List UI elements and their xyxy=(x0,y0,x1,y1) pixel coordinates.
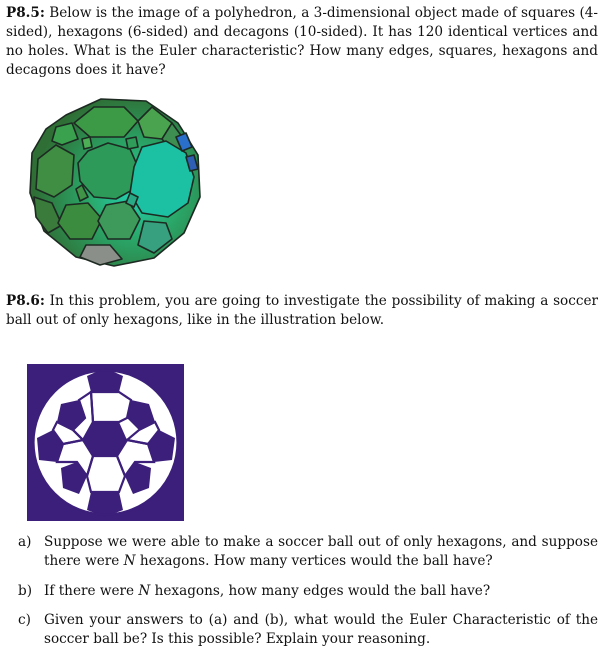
problem-p8-5 xyxy=(6,4,598,80)
problem-p8-5-text: Below is the image of a polyhedron, a 3-dimensional object made of squares (4-sided), hexagons (6-sided) and decagons (10-sided). It has 120 identical vertices and no holes. What is the Euler characteristic? How many edges, squares, hexagons and decagons does it have? xyxy=(6,5,598,78)
problem-p8-6 xyxy=(6,292,598,330)
question-c-text: Given your answers to (a) and (b), what would the Euler Characteristic of the soccer ball be? Is this possible? Explain your reasoning. xyxy=(44,612,598,647)
question-c-label: c) xyxy=(18,612,31,628)
soccer-ball-image xyxy=(27,364,184,521)
problem-p8-6-label: P8.6: xyxy=(6,293,45,309)
question-a-label: a) xyxy=(18,534,32,550)
question-a-text: Suppose we were able to make a soccer ball out of only hexagons, and suppose there were N hexagons. How many vertices would the ball have? xyxy=(44,534,598,569)
problem-p8-6-text: In this problem, you are going to investigate the possibility of making a soccer ball out of only hexagons, like in the illustration below. xyxy=(6,293,598,328)
problem-p8-5-label: P8.5: xyxy=(6,5,45,21)
polyhedron-image xyxy=(26,93,204,269)
question-b-text: If there were N hexagons, how many edges would the ball have? xyxy=(44,583,491,599)
question-b-label: b) xyxy=(18,583,33,599)
